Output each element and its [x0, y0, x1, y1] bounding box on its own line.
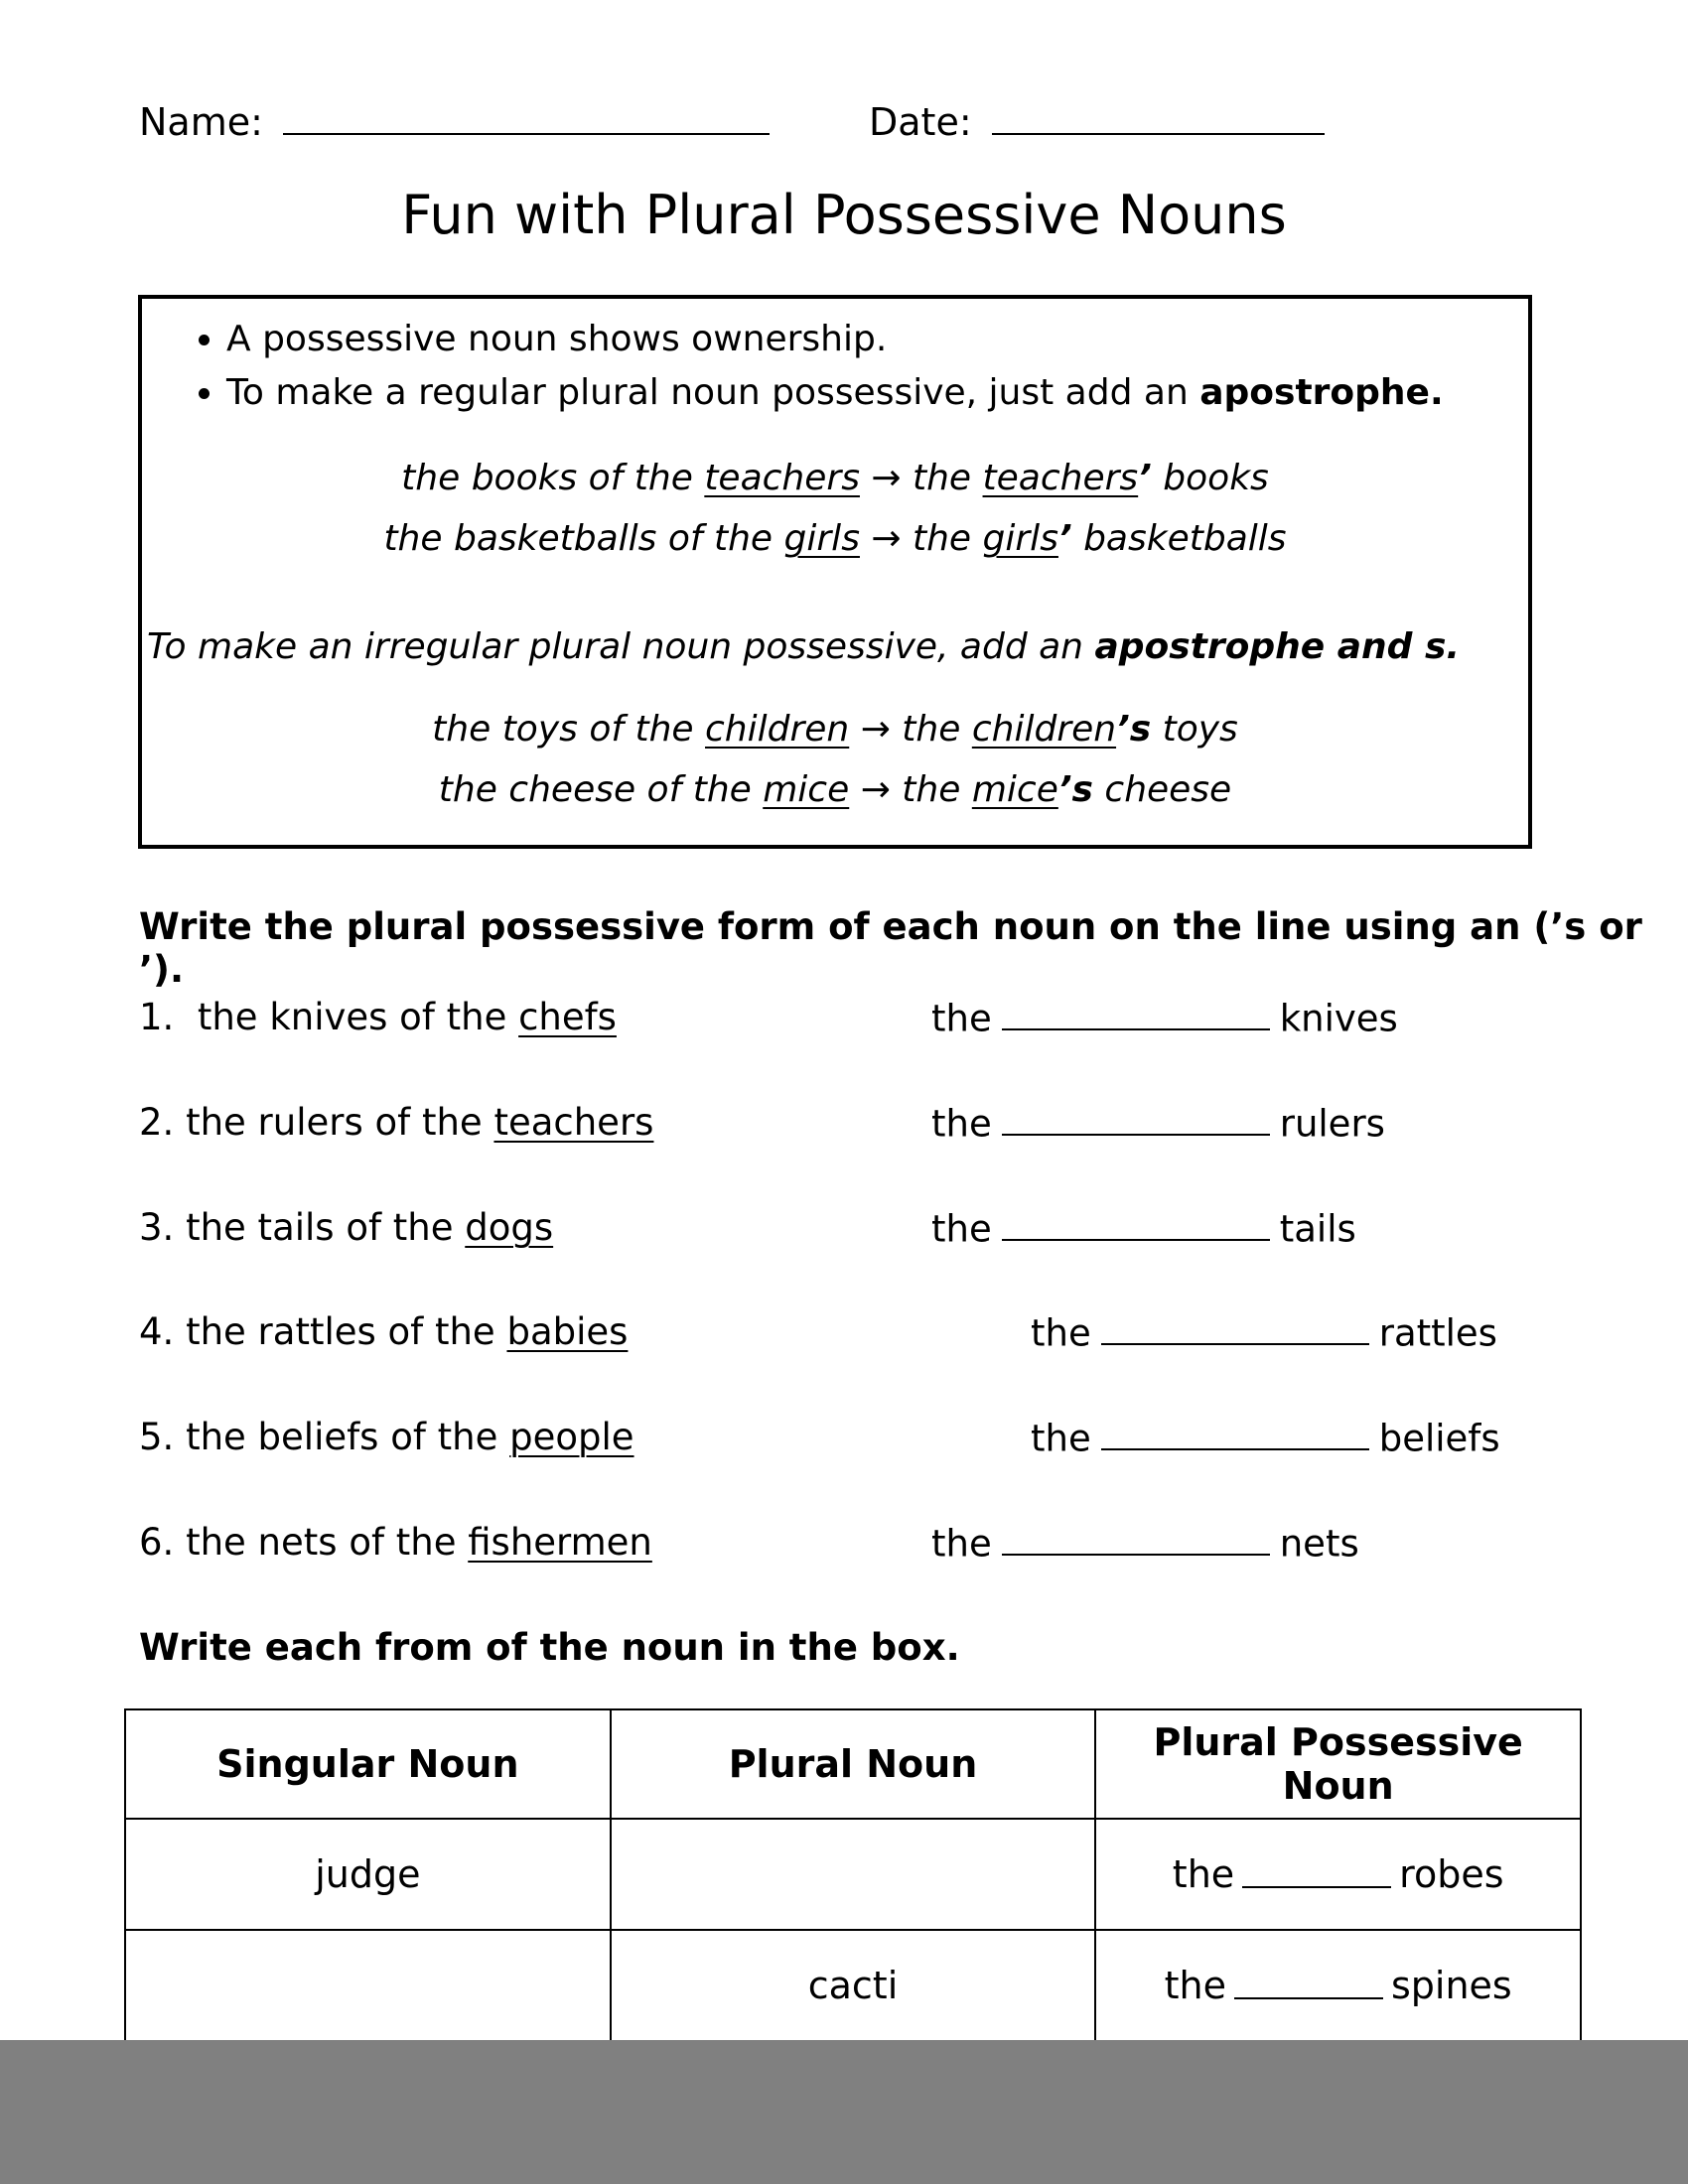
rules-box [138, 295, 1532, 849]
exercise-answer: the knives [931, 997, 1398, 1040]
exercise-answer: the rulers [931, 1102, 1385, 1146]
answer-line[interactable] [1242, 1851, 1391, 1887]
possessive-cell[interactable]: the spines [1095, 1930, 1581, 2041]
singular-cell[interactable]: judge [125, 1819, 611, 1930]
column-header: Plural Possessive Noun [1095, 1709, 1581, 1819]
regular-example: the books of the teachers → the teachers’ books [401, 458, 1269, 498]
date-line[interactable] [992, 99, 1325, 135]
noun-forms-table [124, 1708, 1582, 2042]
exercise-answer: the rattles [1031, 1311, 1497, 1355]
exercise-question: 2. the rulers of the teachers [139, 1101, 654, 1144]
exercise-question: 4. the rattles of the babies [139, 1310, 629, 1353]
answer-line[interactable] [1002, 996, 1270, 1030]
column-header: Plural Noun [611, 1709, 1096, 1819]
exercise2-instructions: Write each from of the noun in the box. [139, 1626, 960, 1669]
page-title: Fun with Plural Possessive Nouns [401, 184, 1287, 246]
exercise1-instructions: Write the plural possessive form of each noun on the line using an (’s or ’). [139, 905, 1642, 991]
irregular-example: the cheese of the mice → the mice’s cheese [438, 769, 1232, 810]
exercise-question: 3. the tails of the dogs [139, 1206, 554, 1249]
answer-line[interactable] [1002, 1206, 1270, 1241]
table-header-row [125, 1709, 1581, 1819]
answer-line[interactable] [1002, 1101, 1270, 1136]
rule-bold-term: apostrophe. [1199, 372, 1444, 413]
irregular-rule: To make an irregular plural noun possessive, add an apostrophe and s. [147, 626, 1461, 667]
rule-bullet: • A possessive noun shows ownership. [226, 313, 1444, 366]
exercise-question: 5. the beliefs of the people [139, 1416, 634, 1458]
rules-list [197, 313, 1444, 420]
rule-bold-term: apostrophe and s. [1094, 626, 1461, 667]
exercise-question: 6. the nets of the fishermen [139, 1521, 652, 1564]
answer-line[interactable] [1002, 1521, 1270, 1556]
table-row [125, 1819, 1581, 1930]
exercise-answer: the tails [931, 1207, 1356, 1251]
regular-example: the basketballs of the girls → the girls’ basketballs [383, 518, 1287, 559]
possessive-cell[interactable]: the robes [1095, 1819, 1581, 1930]
table-row [125, 1930, 1581, 2041]
exercise-answer: the beliefs [1031, 1417, 1500, 1460]
plural-cell[interactable]: cacti [611, 1930, 1096, 2041]
singular-cell[interactable] [125, 1930, 611, 2041]
answer-line[interactable] [1101, 1310, 1369, 1345]
date-label: Date: [869, 100, 972, 145]
answer-line[interactable] [1234, 1963, 1383, 1998]
column-header: Singular Noun [125, 1709, 611, 1819]
answer-line[interactable] [1101, 1416, 1369, 1450]
exercise-answer: the nets [931, 1522, 1359, 1566]
exercise-question: 1. the knives of the chefs [139, 996, 617, 1038]
irregular-example: the toys of the children → the children’s toys [432, 709, 1238, 750]
name-field [139, 99, 770, 144]
scan-bottom-band [0, 2040, 1688, 2184]
name-line[interactable] [283, 99, 770, 135]
name-label: Name: [139, 100, 263, 145]
plural-cell[interactable] [611, 1819, 1096, 1930]
date-field [869, 99, 1325, 144]
rule-bullet: • To make a regular plural noun possessive, just add an apostrophe. [226, 366, 1444, 420]
